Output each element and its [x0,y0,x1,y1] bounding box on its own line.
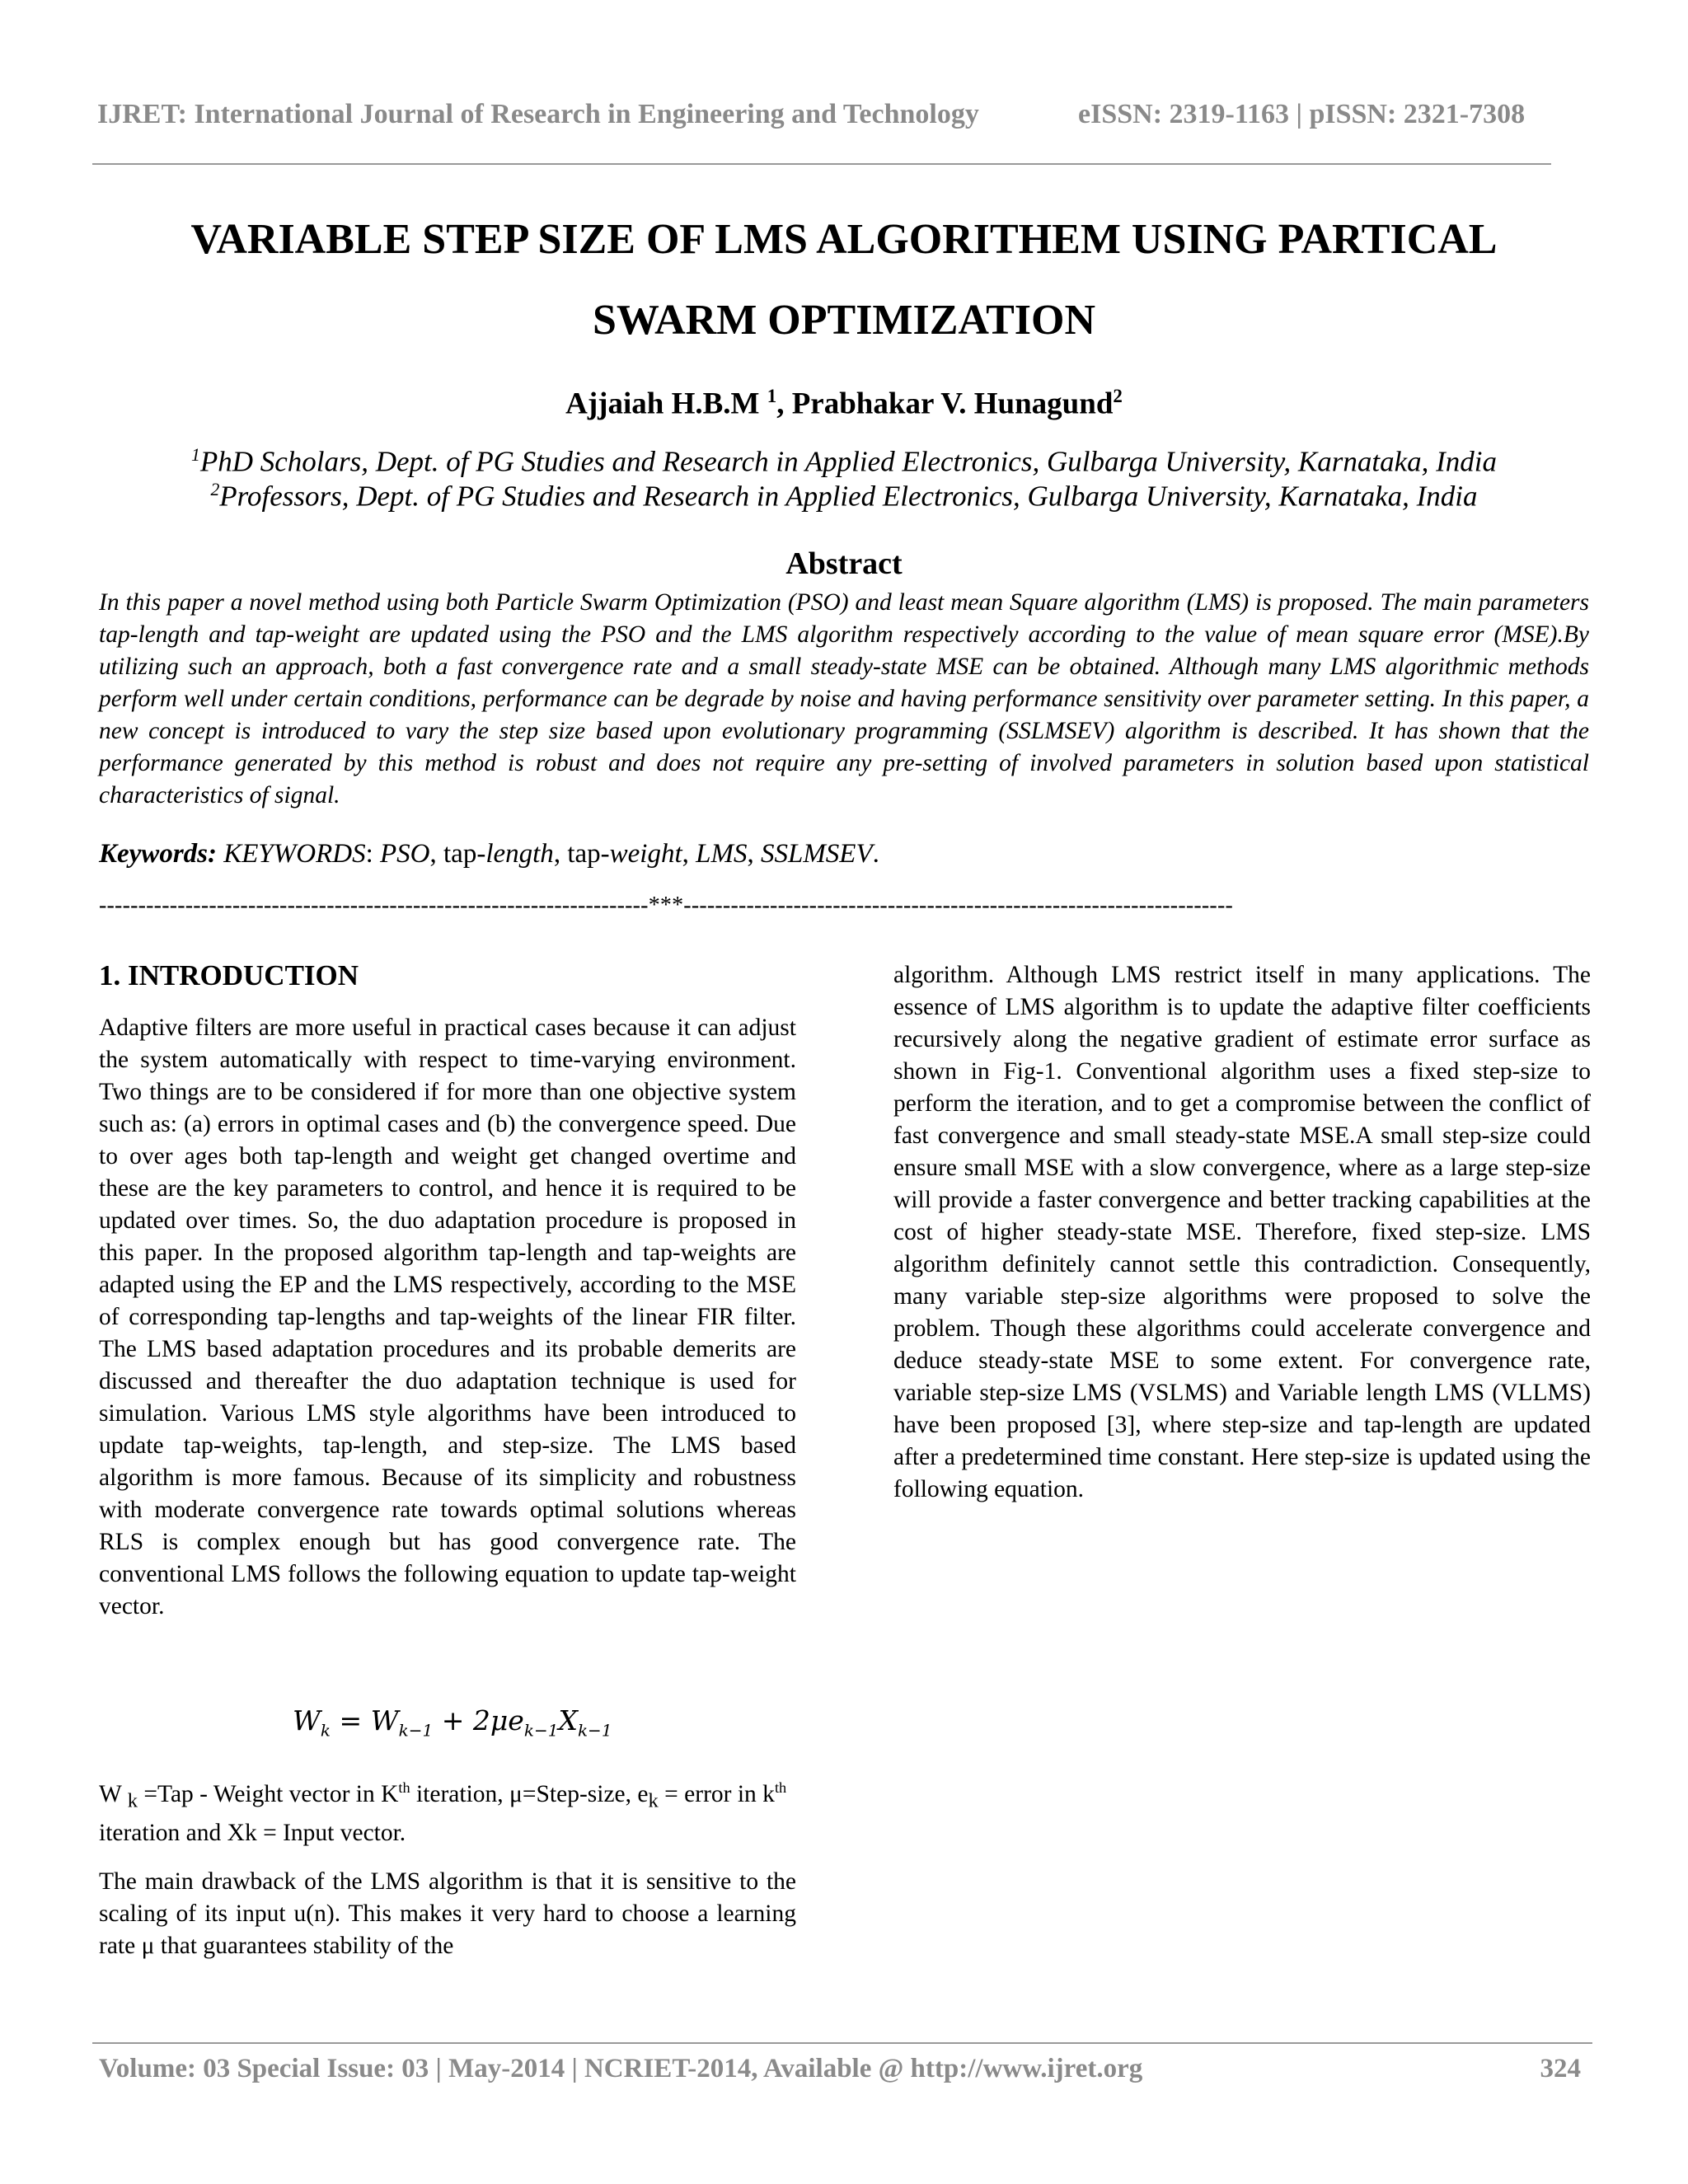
equation-definitions [99,1772,796,1849]
intro-paragraph-2: The main drawback of the LMS algorithm is that it is sensitive to the scaling of its input u(n). This makes it very hard to choose a learning rate μ that guarantees stability of the [99,1868,796,1959]
eq-lhs: W [293,1704,321,1736]
running-footer [99,2054,1589,2090]
abstract-heading: Abstract [785,546,903,581]
title-line-2: SWARM OPTIMIZATION [592,297,1096,344]
keyword-pso: PSO [380,839,430,869]
def-part-3: iteration, μ=Step-size, e [410,1780,649,1807]
eq-term-3: X [558,1704,578,1736]
section-separator: ----------------------------------------------------------------------***---------------------------------------------------------------------- [99,893,1233,918]
affiliation-1 [99,445,1589,479]
keyword-lms: LMS [696,839,748,869]
header-rule [92,163,1551,165]
author-separator: , [776,387,792,421]
affiliation-2-text: Professors, Dept. of PG Studies and Research in Applied Electronics, Gulbarga University, Karnataka, India [219,480,1478,513]
author-2: Prabhakar V. Hunagund [791,387,1114,421]
keyword-tap-weight-prefix: tap- [567,839,610,869]
eq-term-2-sub: k−1 [523,1720,559,1741]
keyword-tap-length: length [485,839,554,869]
eq-plus: + 2μ [433,1704,509,1736]
def-sup-2: th [774,1779,787,1796]
eq-term-2: e [508,1704,524,1736]
page-number: 324 [1540,2054,1581,2083]
title-line-1: VARIABLE STEP SIZE OF LMS ALGORITHEM USING PARTICAL [190,216,1498,263]
def-part-1: W [99,1780,128,1807]
keyword-tap-length-prefix: tap- [443,839,486,869]
footer-rule [92,2042,1592,2044]
keywords-line: Keywords: KEYWORDS: PSO, tap-length, tap-weight, LMS, SSLMSEV. [99,839,879,869]
author-1: Ajjaiah H.B.M [565,387,760,421]
keyword-0: KEYWORDS [223,839,366,869]
affiliation-1-mark: 1 [190,445,200,465]
lms-update-equation [293,1704,612,1741]
intro-paragraph-1: Adaptive filters are more useful in practical cases because it can adjust the system automatically with respect to time-varying environment. Two things are to be considered if for more than one objective system such as: (a) errors in optimal cases and (b) the convergence speed. Due to over ages both tap-length and weight get changed overtime and these are the key parameters to control, and hence it is required to be updated over times. So, the duo adaptation procedure is proposed in this paper. In the proposed algorithm tap-length and tap-weights are adapted using the EP and the LMS respectively, according to the MSE of corresponding tap-lengths and tap-weights of the linear FIR filter. The LMS based adaptation procedures and its probable demerits are discussed and thereafter the duo adaptation technique is used for simulation. Various LMS style algorithms have been introduced to update tap-weights, tap-length, and step-size. The LMS based algorithm is more famous. Because of its simplicity and robustness with moderate convergence rate towards optimal solutions whereas RLS is complex enough but has good convergence rate. The conventional LMS follows the following equation to update tap-weight vector. [99,1015,796,1619]
section-heading-introduction: 1. INTRODUCTION [99,959,359,991]
def-part-4: = error in k [658,1780,775,1807]
affiliation-1-text: PhD Scholars, Dept. of PG Studies and Research in Applied Electronics, Gulbarga University, Karnataka, India [199,445,1498,478]
author-2-affil-mark: 2 [1113,386,1123,406]
keyword-sslmsev: SSLMSEV [760,839,873,869]
affiliation-2-mark: 2 [210,480,220,499]
author-1-affil-mark: 1 [767,386,777,406]
abstract-body: In this paper a novel method using both Particle Swarm Optimization (PSO) and least mean Square algorithm (LMS) is proposed. The main parameters tap-length and tap-weight are updated using the PSO and the LMS algorithm respectively according to the value of mean square error (MSE).By utilizing such an approach, both a fast convergence rate and a small steady-state MSE can be obtained. Although many LMS algorithmic methods perform well under certain conditions, performance can be degrade by noise and having performance sensitivity over parameter setting. In this paper, a new concept is introduced to vary the step size based upon evolutionary programming (SSLMSEV) algorithm is described. It has shown that the performance generated by this method is robust and does not require any pre-setting of involved parameters in solution based upon statistical characteristics of signal. [99,589,1589,808]
journal-name: IJRET: International Journal of Research in Engineering and Technology [97,99,979,129]
eq-lhs-sub: k [320,1720,331,1741]
paper-title [99,199,1589,361]
keywords-label: Keywords: [99,839,217,869]
affiliation-2 [99,480,1589,513]
eq-term-1: W [370,1704,399,1736]
def-sub-2: k [648,1789,659,1812]
intro-paragraph-3: algorithm. Although LMS restrict itself in many applications. The essence of LMS algorithm is to update the adaptive filter coefficients recursively along the negative gradient of estimate error surface as shown in Fig-1. Conventional algorithm uses a fixed step-size to perform the iteration, and to get a compromise between the conflict of fast convergence and small steady-state MSE.A small step-size could ensure small MSE with a slow convergence, where as a large step-size will provide a faster convergence and better tracking capabilities at the cost of higher steady-state MSE. Therefore, fixed step-size. LMS algorithm definitely cannot settle this contradiction. Consequently, many variable step-size algorithms were proposed to solve the problem. Though these algorithms could accelerate convergence and deduce steady-state MSE to some extent. For convergence rate, variable step-size LMS (VSLMS) and Variable length LMS (VLLMS) have been proposed [3], where step-size and tap-length are updated after a predetermined time constant. Here step-size is updated using the following equation. [893,962,1591,1502]
author-line [99,386,1589,421]
keyword-tap-weight: weight [609,839,682,869]
eq-term-1-sub: k−1 [398,1720,434,1741]
def-part-2: =Tap - Weight vector in K [137,1780,399,1807]
def-sup-1: th [398,1779,410,1796]
def-part-5: iteration and Xk = Input vector. [99,1819,406,1846]
footer-volume-info: Volume: 03 Special Issue: 03 | May-2014 | NCRIET-2014, Available @ http://www.ijret.org [99,2054,1143,2083]
running-header [97,99,1556,135]
eq-term-3-sub: k−1 [577,1720,612,1741]
issn-info: eISSN: 2319-1163 | pISSN: 2321-7308 [1078,99,1526,129]
def-sub-1: k [127,1789,138,1812]
eq-equals: = [331,1704,371,1736]
